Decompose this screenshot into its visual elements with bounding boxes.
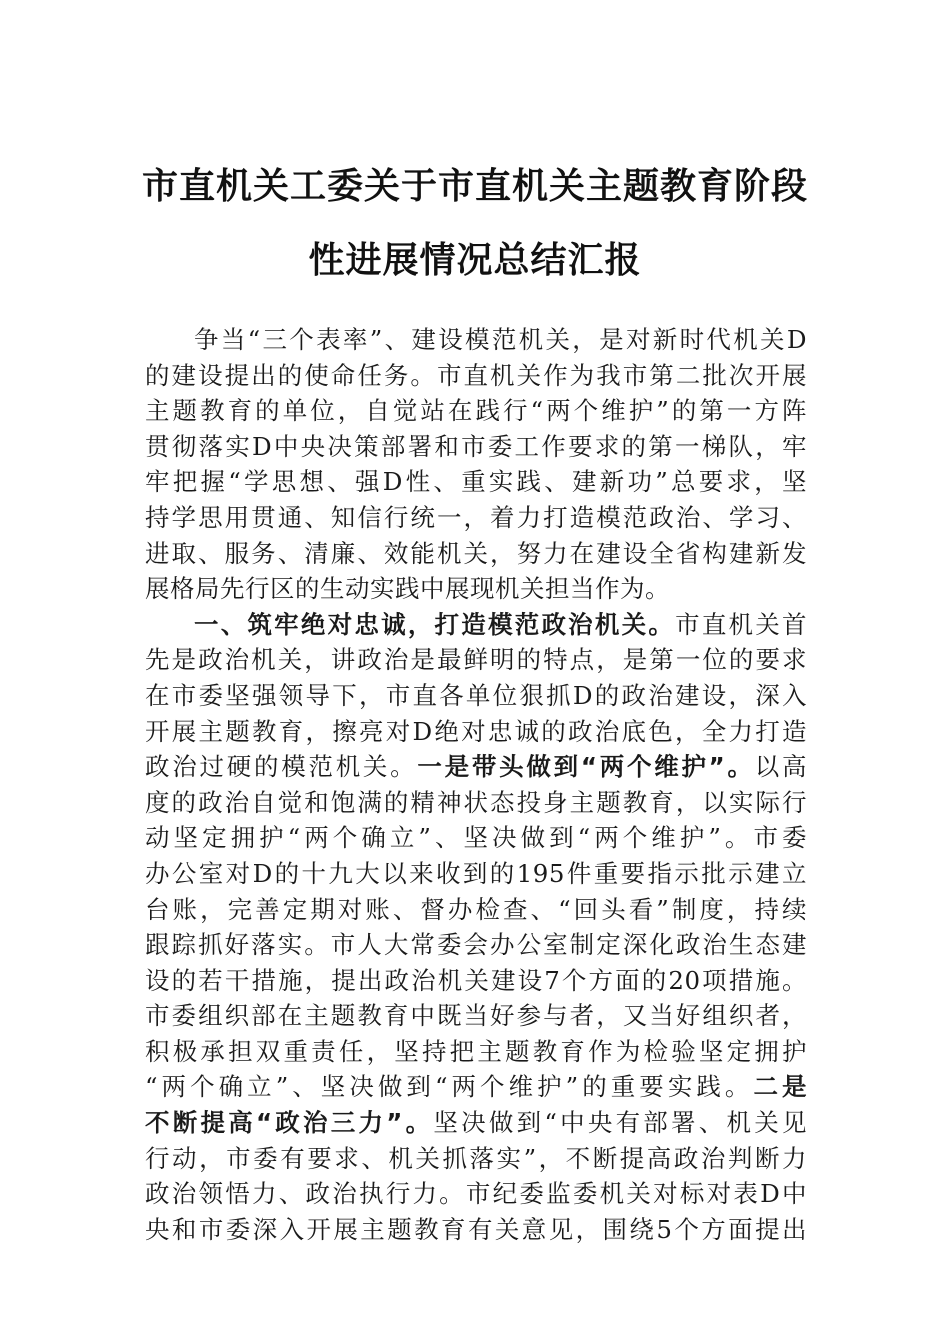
text-line xyxy=(145,1069,807,1105)
bold-heading-segment: 一是带头做到“两个维护”。 xyxy=(417,752,755,782)
text-segment: 进取、服务、清廉、效能机关，努力在建设全省构建新发 xyxy=(145,538,807,568)
bold-heading-segment: 不断提高“政治三力”。 xyxy=(145,1108,434,1138)
title-line-2: 性进展情况总结汇报 xyxy=(308,240,642,281)
text-segment: 的建设提出的使命任务。市直机关作为我市第二批次开展 xyxy=(145,360,807,390)
document-title xyxy=(120,150,830,298)
text-line xyxy=(145,1034,807,1070)
text-line xyxy=(145,1176,807,1212)
text-segment: “两个确立”、坚决做到“两个维护”的重要实践。 xyxy=(145,1072,754,1102)
text-line xyxy=(145,714,807,750)
text-line xyxy=(145,963,807,999)
text-line xyxy=(145,998,807,1034)
text-segment: 政治过硬的模范机关。 xyxy=(145,752,418,782)
text-segment: 政治领悟力、政治执行力。市纪委监委机关对标对表D中 xyxy=(145,1179,807,1209)
text-segment: 市直机关首 xyxy=(675,609,808,639)
text-line xyxy=(145,785,807,821)
title-line-1: 市直机关工委关于市直机关主题教育阶段 xyxy=(141,166,808,207)
text-segment: 跟踪抓好落实。市人大常委会办公室制定深化政治生态建 xyxy=(145,930,807,960)
text-line xyxy=(145,322,807,358)
text-line xyxy=(145,607,807,643)
text-segment: 持学思用贯通、知信行统一，着力打造模范政治、学习、 xyxy=(145,502,807,532)
text-line xyxy=(145,464,807,500)
text-line xyxy=(145,820,807,856)
text-segment: 市委组织部在主题教育中既当好参与者，又当好组织者， xyxy=(145,1001,807,1031)
text-segment: 办公室对D的十九大以来收到的195件重要指示批示建立 xyxy=(145,858,807,888)
bold-heading-segment: 一、筑牢绝对忠诚，打造模范政治机关。 xyxy=(194,609,676,639)
text-segment: 争当“三个表率”、建设模范机关，是对新时代机关D xyxy=(194,325,807,354)
text-segment: 台账，完善定期对账、督办检查、“回头看”制度，持续 xyxy=(145,894,807,924)
text-line xyxy=(145,642,807,678)
text-line xyxy=(145,429,807,465)
text-line xyxy=(145,1105,807,1141)
text-line xyxy=(145,892,807,928)
text-line xyxy=(145,927,807,963)
text-segment: 牢把握“学思想、强D性、重实践、建新功”总要求，坚 xyxy=(145,467,807,497)
text-segment: 设的若干措施，提出政治机关建设7个方面的20项措施。 xyxy=(145,965,807,995)
text-line xyxy=(145,393,807,429)
bold-heading-segment: 二是 xyxy=(753,1072,807,1102)
text-segment: 行动，市委有要求、机关抓落实”，不断提高政治判断力 xyxy=(145,1143,807,1173)
text-segment: 先是政治机关，讲政治是最鲜明的特点，是第一位的要求 xyxy=(145,645,807,675)
text-line xyxy=(145,500,807,536)
text-segment: 度的政治自觉和饱满的精神状态投身主题教育，以实际行 xyxy=(145,787,807,817)
text-line xyxy=(145,536,807,572)
text-segment: 以高 xyxy=(754,752,808,782)
text-segment: 开展主题教育，擦亮对D绝对忠诚的政治底色，全力打造 xyxy=(145,716,807,746)
text-segment: 贯彻落实D中央决策部署和市委工作要求的第一梯队，牢 xyxy=(145,431,807,461)
text-segment: 主题教育的单位，自觉站在践行“两个维护”的第一方阵 xyxy=(145,396,807,426)
text-segment: 央和市委深入开展主题教育有关意见，围绕5个方面提出 xyxy=(145,1214,807,1244)
text-segment: 在市委坚强领导下，市直各单位狠抓D的政治建设，深入 xyxy=(145,680,807,710)
text-line xyxy=(145,678,807,714)
text-line xyxy=(145,358,807,394)
text-line xyxy=(145,856,807,892)
text-line xyxy=(145,571,807,607)
text-segment: 坚决做到“中央有部署、机关见 xyxy=(433,1108,808,1138)
text-line xyxy=(145,1141,807,1177)
document-body xyxy=(145,322,807,1247)
text-segment: 展格局先行区的生动实践中展现机关担当作为。 xyxy=(145,574,670,604)
text-line xyxy=(145,749,807,785)
text-line xyxy=(145,1212,807,1248)
text-segment: 动坚定拥护“两个确立”、坚决做到“两个维护”。市委 xyxy=(145,823,807,853)
text-segment: 积极承担双重责任，坚持把主题教育作为检验坚定拥护 xyxy=(145,1036,807,1066)
